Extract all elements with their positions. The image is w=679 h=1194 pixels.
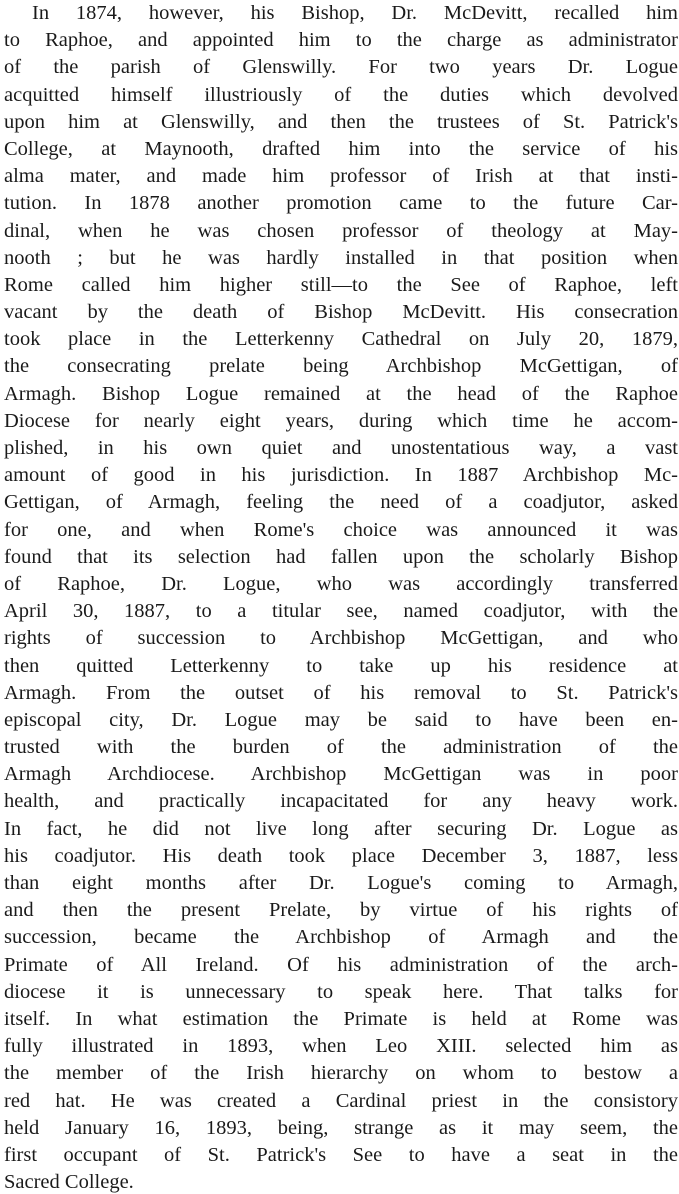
- paragraph-line: diocese it is unnecessary to speak here. That talks for: [4, 980, 678, 1003]
- paragraph-line: Gettigan, of Armagh, feeling the need of a coadjutor, asked: [4, 491, 678, 514]
- paragraph-line: health, and practically incapacitated for any heavy work.: [4, 790, 678, 813]
- paragraph-line: for one, and when Rome's choice was announced it was: [4, 518, 678, 541]
- paragraph-line: April 30, 1887, to a titular see, named coadjutor, with the: [4, 600, 678, 623]
- paragraph-line: red hat. He was created a Cardinal priest in the consistory: [4, 1089, 678, 1112]
- paragraph-line: In 1874, however, his Bishop, Dr. McDevitt, recalled him: [32, 2, 678, 24]
- paragraph-line: In fact, he did not live long after securing Dr. Logue as: [4, 817, 678, 840]
- paragraph-line: episcopal city, Dr. Logue may be said to have been en-: [4, 708, 678, 731]
- paragraph-line: his coadjutor. His death took place December 3, 1887, less: [4, 844, 678, 867]
- paragraph-line: acquitted himself illustriously of the duties which devolved: [4, 83, 678, 106]
- paragraph-line: of the parish of Glenswilly. For two years Dr. Logue: [4, 56, 678, 79]
- paragraph-line: and then the present Prelate, by virtue of his rights of: [4, 899, 678, 922]
- paragraph-line: trusted with the burden of the administration of the: [4, 736, 678, 759]
- paragraph-line: rights of succession to Archbishop McGettigan, and who: [4, 627, 678, 650]
- paragraph-line: itself. In what estimation the Primate is held at Rome was: [4, 1007, 678, 1030]
- paragraph-line: took place in the Letterkenny Cathedral on July 20, 1879,: [4, 328, 678, 351]
- paragraph-line: to Raphoe, and appointed him to the charge as administrator: [4, 29, 678, 52]
- paragraph-line: then quitted Letterkenny to take up his residence at: [4, 654, 678, 677]
- paragraph-line: vacant by the death of Bishop McDevitt. His consecration: [4, 301, 678, 324]
- paragraph-line: held January 16, 1893, being, strange as it may seem, the: [4, 1116, 678, 1139]
- paragraph-line: succession, became the Archbishop of Armagh and the: [4, 926, 678, 949]
- paragraph-line: Sacred College.: [4, 1171, 134, 1194]
- paragraph-line: Armagh Archdiocese. Archbishop McGettigan was in poor: [4, 763, 678, 786]
- paragraph-line: alma mater, and made him professor of Irish at that insti-: [4, 165, 678, 188]
- paragraph-line: first occupant of St. Patrick's See to have a seat in the: [4, 1143, 678, 1166]
- paragraph-line: Armagh. Bishop Logue remained at the head of the Raphoe: [4, 382, 678, 405]
- paragraph-line: dinal, when he was chosen professor of theology at May-: [4, 219, 678, 242]
- paragraph-line: the consecrating prelate being Archbishop McGettigan, of: [4, 355, 678, 378]
- paragraph-line: tution. In 1878 another promotion came to the future Car-: [4, 192, 678, 215]
- paragraph-line: upon him at Glenswilly, and then the trustees of St. Patrick's: [4, 110, 678, 133]
- paragraph-line: nooth ; but he was hardly installed in that position when: [4, 246, 678, 269]
- paragraph-line: than eight months after Dr. Logue's coming to Armagh,: [4, 872, 678, 894]
- body-paragraph: [4, 0, 678, 1194]
- paragraph-line: plished, in his own quiet and unostentatious way, a vast: [4, 437, 678, 459]
- paragraph-line: found that its selection had fallen upon the scholarly Bishop: [4, 545, 678, 568]
- paragraph-line: Diocese for nearly eight years, during which time he accom-: [4, 409, 678, 432]
- paragraph-line: fully illustrated in 1893, when Leo XIII. selected him as: [4, 1035, 678, 1058]
- paragraph-line: Rome called him higher still—to the See of Raphoe, left: [4, 273, 678, 296]
- paragraph-line: amount of good in his jurisdiction. In 1887 Archbishop Mc-: [4, 464, 678, 487]
- paragraph-line: of Raphoe, Dr. Logue, who was accordingly transferred: [4, 572, 678, 595]
- paragraph-line: the member of the Irish hierarchy on whom to bestow a: [4, 1062, 678, 1085]
- paragraph-line: Armagh. From the outset of his removal to St. Patrick's: [4, 681, 678, 704]
- paragraph-line: College, at Maynooth, drafted him into the service of his: [4, 137, 678, 160]
- paragraph-line: Primate of All Ireland. Of his administration of the arch-: [4, 953, 678, 976]
